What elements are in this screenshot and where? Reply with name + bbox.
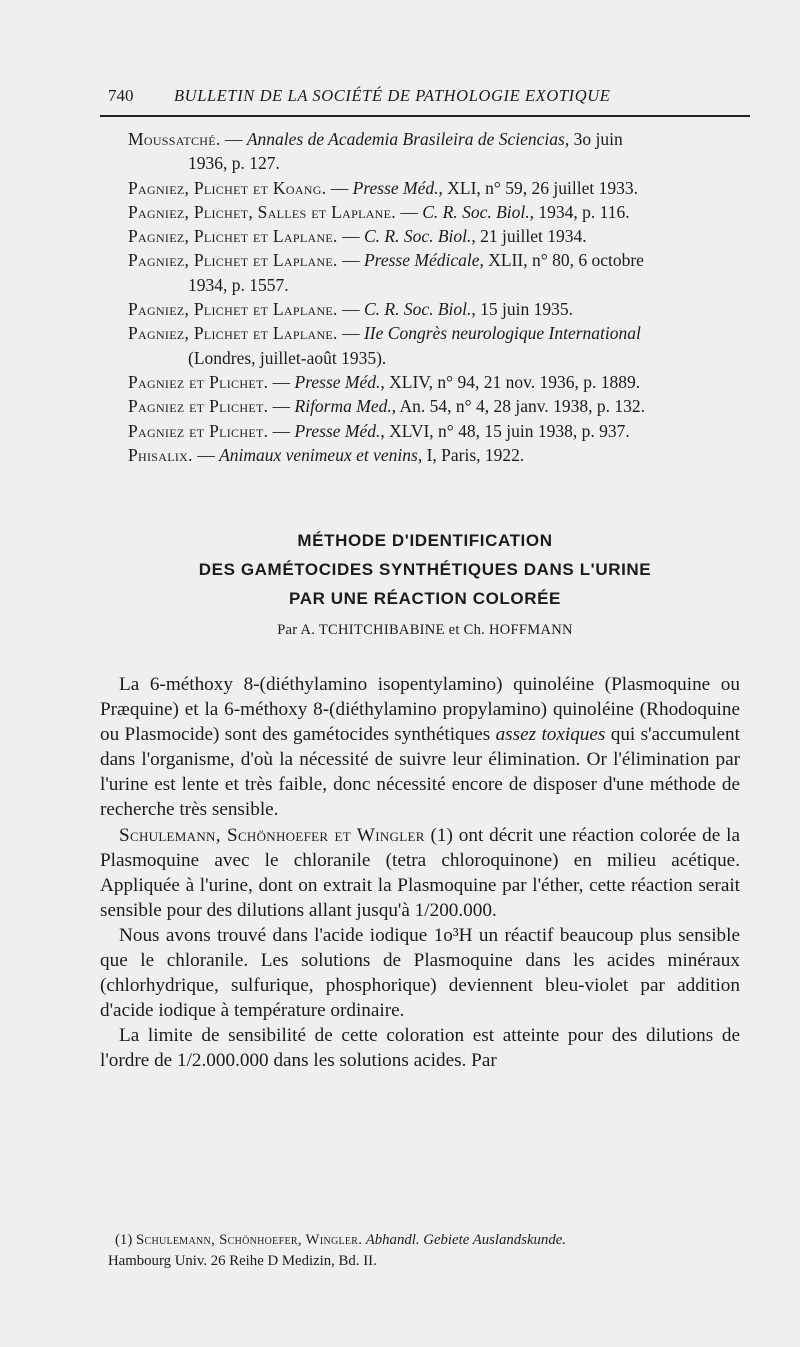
article-title (100, 526, 750, 613)
ref-details: XLII, n° 80, 6 octobre (483, 250, 644, 271)
ref-source: Presse Méd. (294, 371, 381, 392)
ref-source: Riforma Med. (294, 396, 392, 417)
paragraph: Schulemann, Schönhoefer et Wingler (1) ont décrit une réaction colorée de la Plasmoquine avec le chloranile (tetra chloroquinone) en milieu acétique. Appliquée à l'urine, dont on extrait la Plasmoquine par l'éther, cette réaction serait sensible pour des dilutions allant jusqu'à 1/200.000. (100, 824, 740, 921)
ref-dash: — (268, 396, 295, 417)
article-authors: Par A. TCHITCHIBABINE et Ch. HOFFMANN (277, 622, 573, 638)
reference-item (128, 443, 758, 467)
ref-source: Presse Méd. (294, 420, 381, 441)
ref-details: , 15 juin 1935. (471, 299, 574, 320)
ref-details: , 3o juin (564, 129, 623, 149)
ref-details: , XLVI, n° 48, 15 juin 1938, p. 937. (380, 420, 630, 441)
ref-details: , An. 54, n° 4, 28 janv. 1938, p. 132. (391, 396, 646, 417)
article-body (100, 672, 740, 1074)
paragraph: La limite de sensibilité de cette coloration est atteinte pour des dilutions de l'ordre de 1/2.000.000 dans les solutions acides. Par (100, 1025, 740, 1072)
reference-item (128, 419, 758, 443)
ref-dash: — (220, 129, 247, 149)
reference-item (128, 370, 758, 394)
ref-authors: Pagniez et Plichet. (128, 420, 269, 441)
ref-source: C. R. Soc. Biol. (363, 226, 472, 247)
page-header (108, 86, 754, 108)
ref-authors: Phisalix. (128, 444, 193, 465)
ref-source: IIe Congrès neurologique International (363, 323, 641, 344)
title-line: MÉTHODE D'IDENTIFICATION (297, 531, 553, 550)
ref-details: , 21 juillet 1934. (471, 226, 587, 247)
ref-authors: Pagniez, Plichet et Laplane. (128, 250, 338, 271)
footnote-line: Hambourg Univ. 26 Reihe D Medizin, Bd. II. (108, 1253, 377, 1269)
ref-authors: Pagniez, Plichet et Koang. (128, 177, 327, 198)
reference-item (128, 394, 758, 418)
ref-dash: — (326, 177, 353, 198)
ref-details: , I, Paris, 1922. (417, 444, 525, 465)
reference-item (128, 176, 758, 200)
reference-item (128, 224, 758, 248)
ref-dash: — (395, 201, 423, 222)
footnote-source: Abhandl. Gebiete Auslandskunde. (362, 1232, 566, 1248)
footnote-marker: (1) (115, 1232, 136, 1248)
ref-dash: — (268, 420, 295, 441)
ref-dash: — (337, 250, 364, 271)
ref-authors: Pagniez et Plichet. (128, 396, 269, 417)
ref-dash: — (337, 323, 364, 344)
ref-authors: Moussatché. (128, 129, 221, 149)
ref-source: Presse Méd. (352, 177, 439, 198)
ref-dash: — (192, 444, 220, 465)
title-line: DES GAMÉTOCIDES SYNTHÉTIQUES DANS L'URINE (198, 560, 652, 579)
reference-item (128, 297, 758, 321)
ref-authors: Pagniez, Plichet et Laplane. (128, 226, 338, 247)
cited-authors: Schulemann, Schönhoefer et Wingler (119, 824, 425, 846)
running-title: BULLETIN DE LA SOCIÉTÉ DE PATHOLOGIE EXOTIQUE (174, 86, 611, 105)
ref-source: Presse Médicale, (363, 250, 484, 271)
title-line: PAR UNE RÉACTION COLORÉE (289, 589, 561, 608)
ref-dash: — (337, 299, 364, 320)
reference-item (128, 321, 758, 370)
ref-dash: — (337, 226, 364, 247)
reference-item (128, 127, 758, 176)
ref-dash: — (268, 371, 295, 392)
ref-continuation: 1936, p. 127. (188, 153, 280, 174)
emphasis: assez toxiques (495, 724, 606, 746)
ref-details: , XLIV, n° 94, 21 nov. 1936, p. 1889. (380, 371, 641, 392)
footnote-authors: Schulemann, Schönhoefer, Wingler. (135, 1232, 363, 1248)
ref-continuation: (Londres, juillet-août 1935). (188, 347, 387, 368)
reference-item (128, 248, 758, 297)
ref-source: Animaux venimeux et venins (219, 444, 418, 465)
ref-details: , XLI, n° 59, 26 juillet 1933. (438, 177, 639, 198)
ref-source: C. R. Soc. Biol. (363, 299, 472, 320)
header-rule (100, 115, 750, 117)
ref-source: Annales de Academia Brasileira de Sciencias (246, 129, 565, 149)
ref-authors: Pagniez et Plichet. (128, 371, 269, 392)
page-number: 740 (108, 86, 134, 105)
footnote (108, 1230, 748, 1272)
paragraph: Nous avons trouvé dans l'acide iodique 1o³H un réactif beaucoup plus sensible que le chloranile. Les solutions de Plasmoquine dans les acides minéraux (chlorhydrique, sulfurique, phosphorique) deviennent bleu-violet par addition d'acide iodique à température ordinaire. (100, 924, 740, 1022)
reference-list (128, 127, 758, 467)
ref-source: C. R. Soc. Biol. (422, 201, 530, 222)
ref-details: , 1934, p. 116. (529, 201, 630, 222)
ref-continuation: 1934, p. 1557. (188, 274, 289, 295)
reference-item (128, 200, 758, 224)
ref-authors: Pagniez, Plichet, Salles et Laplane. (128, 201, 396, 222)
paragraph: La 6-méthoxy 8-(diéthylamino isopentylamino) quinoléine (Plasmoquine ou Præquine) et la 6-méthoxy 8-(diéthylamino propylamino) quinoléine (Rhodoquine ou Plasmocide) sont des gamétocides synthétiques assez toxiques qui s'accumulent dans l'organisme, d'où la nécessité de suivre leur élimination. Or l'élimination par l'urine est lente et très faible, donc nécessité encore de disposer d'une méthode de recherche très sensible. (100, 674, 740, 821)
ref-authors: Pagniez, Plichet et Laplane. (128, 323, 338, 344)
ref-authors: Pagniez, Plichet et Laplane. (128, 299, 338, 320)
